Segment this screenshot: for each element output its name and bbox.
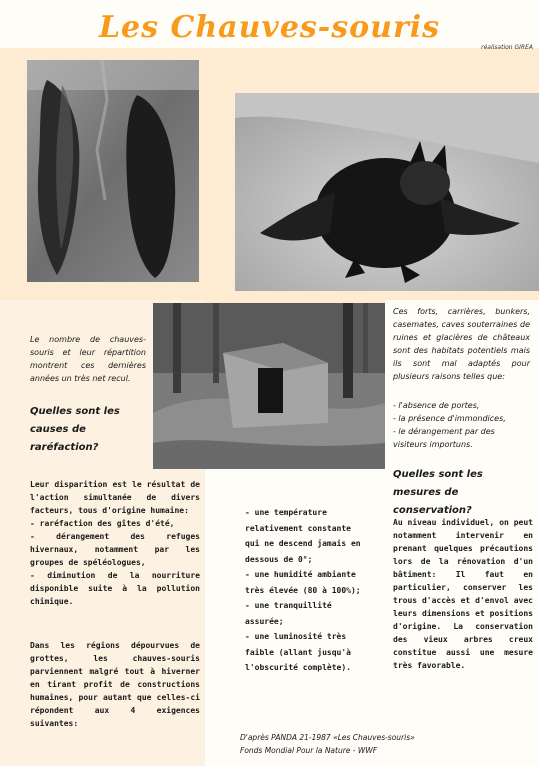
credit: réalisation GIREA (481, 44, 533, 51)
list-item: - une tranquillité assurée; (245, 601, 332, 626)
list-item: - une luminosité très faible (allant jusqu'à l'obscurité complète). (245, 632, 351, 672)
list-item: - le dérangement par des visiteurs importuns. (393, 427, 495, 449)
heading-measures: Quelles sont les mesures de conservation? (393, 469, 483, 516)
regions-text: Dans les régions dépourvues de grottes, les chauves-souris parviennent malgré tout à hiverner en tirant profit de constructions humaines, pour autant que celles-ci répondent aux 4 exigences suivantes: (30, 641, 200, 728)
source-line-2: Fonds Mondial Pour la Nature - WWF (240, 746, 378, 755)
measures-text: Au niveau individuel, on peut notamment intervenir en prenant quelques précautions lors de la rénovation d'un bâtiment: Il faut en particulier, conserver les trous d'accès et d'envol avec leurs dimensions et positions d'origine. La conservation des vieux arbres creux constitue aussi une mesure très favorable. (393, 518, 533, 670)
page-title: Les Chauves-souris (98, 10, 441, 45)
photo-stone-shelter (153, 303, 385, 469)
list-item: - diminution de la nourriture disponible suite à la pollution chimique. (30, 571, 200, 606)
photo-hanging-bats (27, 60, 199, 282)
list-item: - la présence d'immondices, (393, 414, 506, 423)
intro-text: Le nombre de chauves-souris et leur répartition montrent ces dernières années un très net recul. (30, 335, 146, 383)
list-item: - l'absence de portes, (393, 401, 480, 410)
heading-causes: Quelles sont les causes de raréfaction? (30, 406, 120, 453)
source-citation (240, 731, 415, 757)
photo-crawling-bat (235, 93, 539, 291)
habitats-text: Ces forts, carrières, bunkers, casemates, caves souterraines de ruines et glacières de châteaux sont des habitats potentiels mais ils sont mal adaptés pour plusieurs raisons telles que: (393, 307, 530, 381)
habitats-list (393, 399, 530, 451)
list-item: - une humidité ambiante très élevée (80 à 100%); (245, 570, 361, 595)
source-line-1: D'après PANDA 21-1987 «Les Chauves-souris» (240, 733, 415, 742)
list-item: - dérangement des refuges hivernaux, notamment par les groupes de spéléologues, (30, 532, 200, 567)
list-item: - une température relativement constante qui ne descend jamais en dessous de 0°; (245, 508, 361, 564)
requirements-list (245, 505, 367, 676)
causes-text: Leur disparition est le résultat de l'action simultanée de divers facteurs, tous d'origine humaine: (30, 480, 200, 515)
causes-list (30, 517, 200, 608)
list-item: - raréfaction des gîtes d'été, (30, 519, 175, 528)
